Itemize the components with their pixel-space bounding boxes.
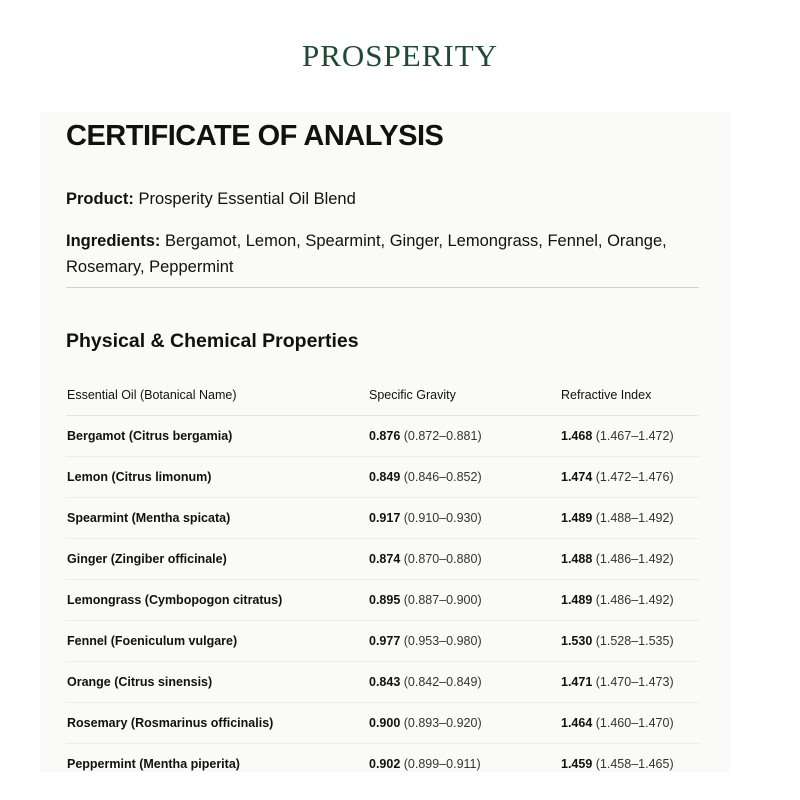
refractive-index-value: 1.464: [561, 716, 593, 730]
specific-gravity-range: (0.846–0.852): [403, 470, 482, 484]
table-row: [66, 416, 699, 457]
product-value: Prosperity Essential Oil Blend: [138, 190, 356, 208]
table-row: [66, 539, 699, 580]
specific-gravity-cell: [368, 498, 560, 539]
refractive-index-value: 1.471: [561, 675, 593, 689]
refractive-index-cell: [560, 539, 699, 580]
refractive-index-value: 1.459: [561, 757, 593, 771]
refractive-index-value: 1.489: [561, 593, 593, 607]
refractive-index-cell: [560, 703, 699, 744]
refractive-index-range: (1.460–1.470): [595, 716, 674, 730]
specific-gravity-value: 0.874: [369, 552, 401, 566]
specific-gravity-value: 0.895: [369, 593, 401, 607]
refractive-index-cell: [560, 498, 699, 539]
brand-logo: PROSPERITY: [301, 38, 499, 73]
refractive-index-range: (1.486–1.492): [595, 593, 674, 607]
refractive-index-range: (1.467–1.472): [595, 429, 674, 443]
section-title: Physical & Chemical Properties: [66, 330, 359, 352]
specific-gravity-range: (0.870–0.880): [403, 552, 482, 566]
table-row: [66, 703, 699, 744]
ingredients-value: Bergamot, Lemon, Spearmint, Ginger, Lemongrass, Fennel, Orange, Rosemary, Peppermint: [66, 232, 667, 276]
specific-gravity-value: 0.902: [369, 757, 401, 771]
refractive-index-range: (1.470–1.473): [595, 675, 674, 689]
specific-gravity-value: 0.917: [369, 511, 401, 525]
ingredients-label: Ingredients:: [66, 232, 161, 250]
specific-gravity-range: (0.953–0.980): [403, 634, 482, 648]
oil-name-cell: Ginger (Zingiber officinale): [66, 539, 368, 580]
refractive-index-cell: [560, 662, 699, 703]
specific-gravity-range: (0.842–0.849): [403, 675, 482, 689]
specific-gravity-value: 0.843: [369, 675, 401, 689]
table-row: [66, 621, 699, 662]
product-line: [66, 186, 716, 212]
specific-gravity-range: (0.893–0.920): [403, 716, 482, 730]
refractive-index-value: 1.474: [561, 470, 593, 484]
refractive-index-value: 1.530: [561, 634, 593, 648]
oil-name-cell: Spearmint (Mentha spicata): [66, 498, 368, 539]
table-row: [66, 457, 699, 498]
properties-table: [66, 375, 699, 784]
specific-gravity-cell: [368, 539, 560, 580]
table-row: [66, 662, 699, 703]
oil-name-cell: Lemongrass (Cymbopogon citratus): [66, 580, 368, 621]
refractive-index-range: (1.486–1.492): [595, 552, 674, 566]
refractive-index-cell: [560, 580, 699, 621]
page-title: CERTIFICATE OF ANALYSIS: [66, 120, 444, 152]
oil-name-cell: Peppermint (Mentha piperita): [67, 757, 240, 771]
header-refractive-index: Refractive Index: [560, 375, 699, 416]
specific-gravity-cell: [368, 416, 560, 457]
ingredients-line: [66, 228, 716, 280]
refractive-index-value: 1.468: [561, 429, 593, 443]
specific-gravity-value: 0.849: [369, 470, 401, 484]
specific-gravity-range: (0.899–0.911): [403, 757, 481, 771]
refractive-index-range: (1.528–1.535): [595, 634, 674, 648]
refractive-index-value: 1.489: [561, 511, 593, 525]
refractive-index-range: (1.458–1.465): [595, 757, 674, 771]
specific-gravity-cell: [368, 703, 560, 744]
table-header-row: [66, 375, 699, 416]
specific-gravity-cell: [368, 662, 560, 703]
specific-gravity-value: 0.900: [369, 716, 401, 730]
refractive-index-range: (1.472–1.476): [595, 470, 674, 484]
header-specific-gravity: Specific Gravity: [368, 375, 560, 416]
specific-gravity-cell: [368, 621, 560, 662]
oil-name-cell: Rosemary (Rosmarinus officinalis): [66, 703, 368, 744]
table-row: [66, 498, 699, 539]
specific-gravity-cell: [368, 457, 560, 498]
specific-gravity-cell: [368, 580, 560, 621]
table-row: [66, 744, 699, 785]
specific-gravity-value: 0.977: [369, 634, 401, 648]
oil-name-cell: Fennel (Foeniculum vulgare): [66, 621, 368, 662]
refractive-index-cell: [560, 744, 699, 785]
refractive-index-cell: [560, 457, 699, 498]
oil-name-cell: Lemon (Citrus limonum): [66, 457, 368, 498]
specific-gravity-range: (0.887–0.900): [403, 593, 482, 607]
table-row: [66, 580, 699, 621]
refractive-index-range: (1.488–1.492): [595, 511, 674, 525]
specific-gravity-cell: [368, 744, 560, 785]
refractive-index-value: 1.488: [561, 552, 593, 566]
specific-gravity-range: (0.910–0.930): [403, 511, 482, 525]
section-divider: [66, 287, 699, 288]
refractive-index-cell: [560, 416, 699, 457]
oil-name-cell: Bergamot (Citrus bergamia): [66, 416, 368, 457]
refractive-index-cell: [560, 621, 699, 662]
oil-name-cell: Orange (Citrus sinensis): [66, 662, 368, 703]
specific-gravity-range: (0.872–0.881): [403, 429, 482, 443]
specific-gravity-value: 0.876: [369, 429, 401, 443]
header-oil: Essential Oil (Botanical Name): [66, 375, 368, 416]
product-label: Product:: [66, 190, 134, 208]
